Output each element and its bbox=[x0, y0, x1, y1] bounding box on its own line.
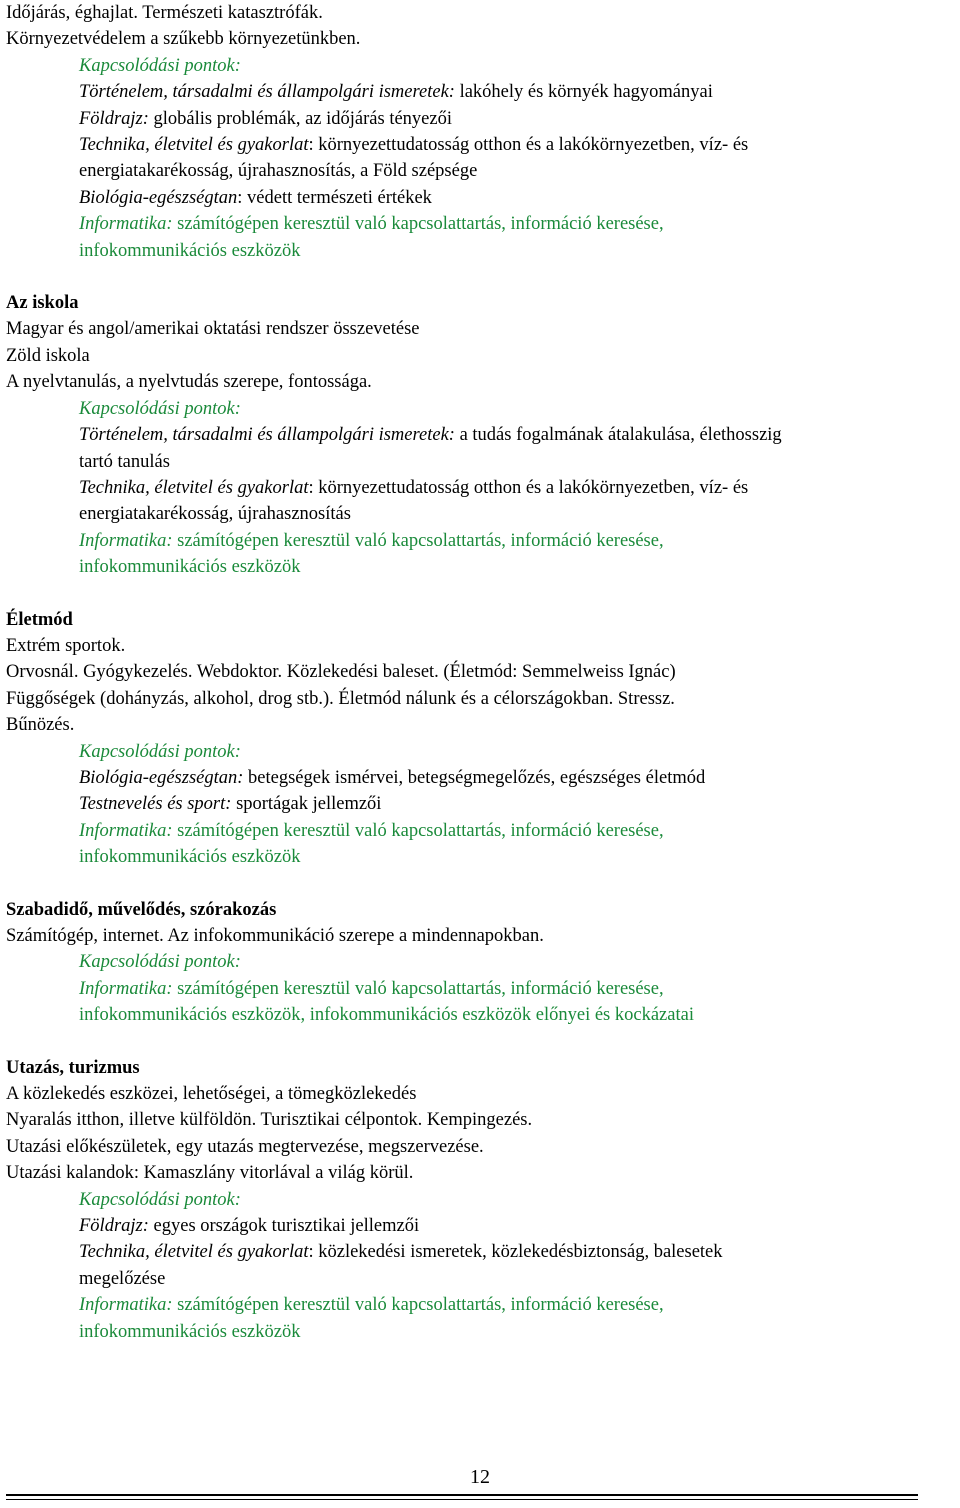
spacer bbox=[6, 1029, 956, 1055]
connection-continuation: tartó tanulás bbox=[79, 451, 170, 472]
connection-item bbox=[6, 791, 956, 817]
connection-item bbox=[6, 1292, 956, 1318]
connection-continuation: infokommunikációs eszközök, infokommunikációs eszközök előnyei és kockázatai bbox=[79, 1005, 694, 1026]
page-number: 12 bbox=[470, 1466, 490, 1488]
topic-line: Időjárás, éghajlat. Természeti katasztrófák. bbox=[6, 3, 323, 23]
connection-text: számítógépen keresztül való kapcsolattartás, információ keresése, bbox=[172, 530, 664, 551]
topic-line: A közlekedés eszközei, lehetőségei, a tömegközlekedés bbox=[6, 1084, 417, 1105]
subject-label: Biológia-egészségtan bbox=[79, 187, 238, 208]
topic-line: Zöld iskola bbox=[6, 345, 90, 366]
connection-item bbox=[6, 1213, 956, 1239]
connection-points-label: Kapcsolódási pontok: bbox=[79, 741, 241, 762]
connection-continuation: infokommunikációs eszközök bbox=[79, 847, 301, 868]
topic-line: Utazási kalandok: Kamaszlány vitorlával a világ körül. bbox=[6, 1163, 414, 1184]
topic-line: Számítógép, internet. Az infokommunikáció szerepe a mindennapokban. bbox=[6, 926, 544, 946]
subject-label: Földrajz: bbox=[79, 1216, 149, 1237]
connection-text: számítógépen keresztül való kapcsolattartás, információ keresése, bbox=[172, 214, 664, 235]
connection-continuation: energiatakarékosság, újrahasznosítás bbox=[79, 504, 351, 525]
connection-text: számítógépen keresztül való kapcsolattartás, információ keresése, bbox=[172, 820, 664, 841]
subject-label: Technika, életvitel és gyakorlat bbox=[79, 477, 309, 498]
connection-text: : környezettudatosság otthon és a lakókörnyezetben, víz- és bbox=[308, 135, 749, 156]
connection-continuation: infokommunikációs eszközök bbox=[79, 240, 301, 261]
subject-label: Biológia-egészségtan: bbox=[79, 767, 244, 788]
subject-label: Informatika: bbox=[79, 820, 173, 841]
connection-text: a tudás fogalmának átalakulása, élethosszig bbox=[454, 425, 782, 446]
connection-continuation: energiatakarékosság, újrahasznosítás, a Föld szépsége bbox=[79, 161, 478, 182]
subject-label: Földrajz: bbox=[79, 108, 149, 129]
connection-points-label: Kapcsolódási pontok: bbox=[79, 398, 241, 419]
section-heading: Utazás, turizmus bbox=[6, 1057, 140, 1078]
section-heading: Szabadidő, művelődés, szórakozás bbox=[6, 899, 277, 920]
subject-label: Informatika: bbox=[79, 1295, 173, 1316]
connection-item bbox=[6, 765, 956, 791]
connection-item bbox=[6, 106, 956, 132]
connection-item bbox=[6, 976, 956, 1002]
connection-text: : környezettudatosság otthon és a lakókörnyezetben, víz- és bbox=[308, 477, 749, 498]
topic-line: Orvosnál. Gyógykezelés. Webdoktor. Közlekedési baleset. (Életmód: Semmelweiss Ignác) bbox=[6, 662, 676, 683]
connection-item bbox=[6, 422, 956, 448]
connection-text: számítógépen keresztül való kapcsolattartás, információ keresése, bbox=[172, 1295, 664, 1316]
topic-line: Környezetvédelem a szűkebb környezetünkben. bbox=[6, 29, 361, 50]
subject-label: Testnevelés és sport: bbox=[79, 794, 232, 815]
topic-line: Extrém sportok. bbox=[6, 635, 126, 656]
connection-text: számítógépen keresztül való kapcsolattartás, információ keresése, bbox=[172, 978, 664, 999]
topic-line: Magyar és angol/amerikai oktatási rendszer összevetése bbox=[6, 319, 420, 340]
connection-item bbox=[6, 185, 956, 211]
connection-text: sportágak jellemzői bbox=[231, 794, 382, 815]
spacer bbox=[6, 264, 956, 290]
subject-label: Informatika: bbox=[79, 214, 173, 235]
subject-label: Informatika: bbox=[79, 978, 173, 999]
connection-item bbox=[6, 528, 956, 554]
spacer bbox=[6, 871, 956, 897]
topic-line: Függőségek (dohányzás, alkohol, drog stb.). Életmód nálunk és a célországokban. Stressz. bbox=[6, 688, 675, 709]
connection-item bbox=[6, 79, 956, 105]
spacer bbox=[6, 581, 956, 607]
connection-item bbox=[6, 818, 956, 844]
subject-label: Technika, életvitel és gyakorlat bbox=[79, 1242, 309, 1263]
connection-continuation: infokommunikációs eszközök bbox=[79, 1321, 301, 1342]
section-heading: Életmód bbox=[6, 609, 73, 630]
connection-item bbox=[6, 1239, 956, 1265]
connection-item bbox=[6, 211, 956, 237]
connection-item bbox=[6, 132, 956, 158]
subject-label: Történelem, társadalmi és állampolgári ismeretek: bbox=[79, 425, 455, 446]
footer-rule-thin bbox=[6, 1499, 918, 1500]
section-heading: Az iskola bbox=[6, 293, 79, 314]
topic-line: A nyelvtanulás, a nyelvtudás szerepe, fontossága. bbox=[6, 372, 372, 393]
connection-text: : védett természeti értékek bbox=[237, 187, 432, 208]
subject-label: Történelem, társadalmi és állampolgári ismeretek: bbox=[79, 82, 455, 103]
connection-continuation: megelőzése bbox=[79, 1268, 166, 1289]
connection-points-label: Kapcsolódási pontok: bbox=[79, 1189, 241, 1210]
topic-line: Nyaralás itthon, illetve külföldön. Turisztikai célpontok. Kempingezés. bbox=[6, 1110, 533, 1131]
connection-text: : közlekedési ismeretek, közlekedésbiztonság, balesetek bbox=[308, 1242, 723, 1263]
connection-continuation: infokommunikációs eszközök bbox=[79, 557, 301, 578]
document-page bbox=[6, 0, 956, 1345]
connection-text: globális problémák, az időjárás tényezői bbox=[148, 108, 452, 129]
connection-item bbox=[6, 475, 956, 501]
topic-line: Bűnözés. bbox=[6, 715, 75, 736]
connection-text: lakóhely és környék hagyományai bbox=[454, 82, 713, 103]
footer-rule-thick bbox=[6, 1494, 918, 1496]
connection-text: betegségek ismérvei, betegségmegelőzés, egészséges életmód bbox=[243, 767, 706, 788]
connection-points-label: Kapcsolódási pontok: bbox=[79, 952, 241, 973]
subject-label: Technika, életvitel és gyakorlat bbox=[79, 135, 309, 156]
connection-text: egyes országok turisztikai jellemzői bbox=[148, 1216, 420, 1237]
connection-points-label: Kapcsolódási pontok: bbox=[79, 55, 241, 76]
topic-line: Utazási előkészületek, egy utazás megtervezése, megszervezése. bbox=[6, 1136, 484, 1157]
subject-label: Informatika: bbox=[79, 530, 173, 551]
